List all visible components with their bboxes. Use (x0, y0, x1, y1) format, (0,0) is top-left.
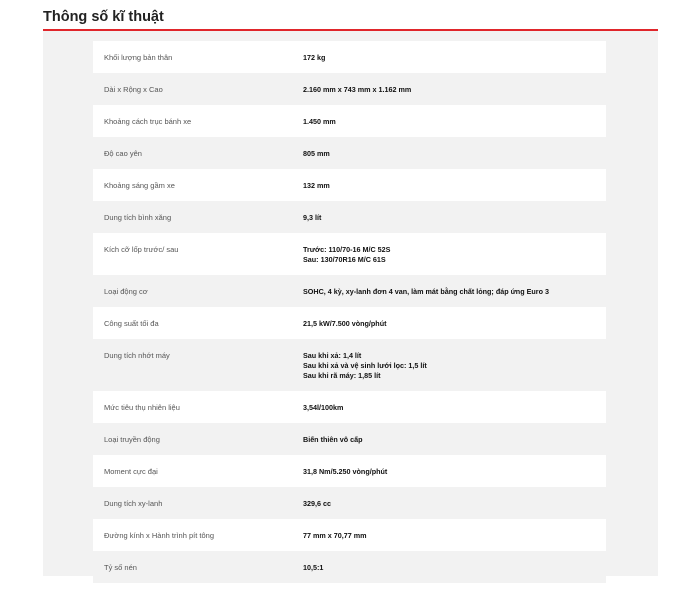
spec-value-line: 31,8 Nm/5.250 vòng/phút (303, 467, 388, 476)
spec-value-line: 3,54l/100km (303, 403, 344, 412)
spec-value (303, 391, 606, 423)
spec-value (303, 41, 606, 73)
spec-value-line: Sau khi rã máy: 1,85 lít (303, 371, 381, 380)
spec-row (93, 201, 606, 233)
spec-label: Kích cỡ lốp trước/ sau (104, 245, 179, 254)
spec-value (303, 339, 606, 391)
spec-value (303, 137, 606, 169)
spec-label: Loại truyền động (104, 435, 160, 444)
spec-value-line: 805 mm (303, 149, 330, 158)
spec-value (303, 551, 606, 583)
spec-label: Công suất tối đa (104, 319, 159, 328)
spec-value (303, 105, 606, 137)
spec-value-line: 9,3 lít (303, 213, 322, 222)
spec-row (93, 105, 606, 137)
spec-value (303, 169, 606, 201)
spec-label: Khoảng sáng gầm xe (104, 181, 175, 190)
specs-table (93, 41, 606, 583)
spec-row (93, 233, 606, 275)
spec-label: Dài x Rộng x Cao (104, 85, 163, 94)
spec-row (93, 339, 606, 391)
spec-label: Dung tích bình xăng (104, 213, 172, 222)
spec-label: Tỷ số nén (104, 563, 137, 572)
spec-row (93, 41, 606, 73)
spec-row (93, 169, 606, 201)
spec-value (303, 73, 606, 105)
spec-row (93, 519, 606, 551)
spec-label: Độ cao yên (104, 149, 142, 158)
spec-value-line: 329,6 cc (303, 499, 331, 508)
spec-value (303, 275, 606, 307)
spec-value-line: 10,5:1 (303, 563, 324, 572)
spec-value (303, 423, 606, 455)
spec-label: Mức tiêu thụ nhiên liệu (104, 403, 180, 412)
spec-value-line: 132 mm (303, 181, 330, 190)
spec-label: Dung tích nhớt máy (104, 351, 170, 360)
spec-label: Moment cực đại (104, 467, 158, 476)
spec-value-line: 21,5 kW/7.500 vòng/phút (303, 319, 387, 328)
spec-row (93, 73, 606, 105)
spec-value-line: SOHC, 4 kỳ, xy-lanh đơn 4 van, làm mát bằng chất lỏng; đáp ứng Euro 3 (303, 287, 549, 296)
spec-value (303, 519, 606, 551)
spec-value-line: 2.160 mm x 743 mm x 1.162 mm (303, 85, 412, 94)
spec-value-line: 1.450 mm (303, 117, 336, 126)
spec-label: Dung tích xy-lanh (104, 499, 163, 508)
spec-label: Loại động cơ (104, 287, 148, 296)
spec-value (303, 233, 606, 275)
spec-value (303, 307, 606, 339)
spec-value (303, 455, 606, 487)
spec-value-line: Biến thiên vô cấp (303, 435, 363, 444)
spec-label: Khối lượng bản thân (104, 53, 173, 62)
spec-value-line: Sau khi xả: 1,4 lít (303, 351, 362, 360)
spec-row (93, 137, 606, 169)
spec-label: Đường kính x Hành trình pít tông (104, 531, 214, 540)
spec-value (303, 487, 606, 519)
spec-row (93, 307, 606, 339)
spec-value-line: Sau: 130/70R16 M/C 61S (303, 255, 386, 264)
spec-value-line: Trước: 110/70-16 M/C 52S (303, 245, 391, 254)
spec-label: Khoảng cách trục bánh xe (104, 117, 192, 126)
spec-row (93, 275, 606, 307)
spec-value-line: Sau khi xả và vệ sinh lưới lọc: 1,5 lít (303, 361, 427, 370)
spec-value-line: 172 kg (303, 53, 326, 62)
section-title: Thông số kĩ thuật (43, 9, 164, 25)
spec-value (303, 201, 606, 233)
spec-row (93, 455, 606, 487)
spec-row (93, 551, 606, 583)
spec-row (93, 487, 606, 519)
spec-row (93, 423, 606, 455)
spec-value-line: 77 mm x 70,77 mm (303, 531, 367, 540)
spec-row (93, 391, 606, 423)
